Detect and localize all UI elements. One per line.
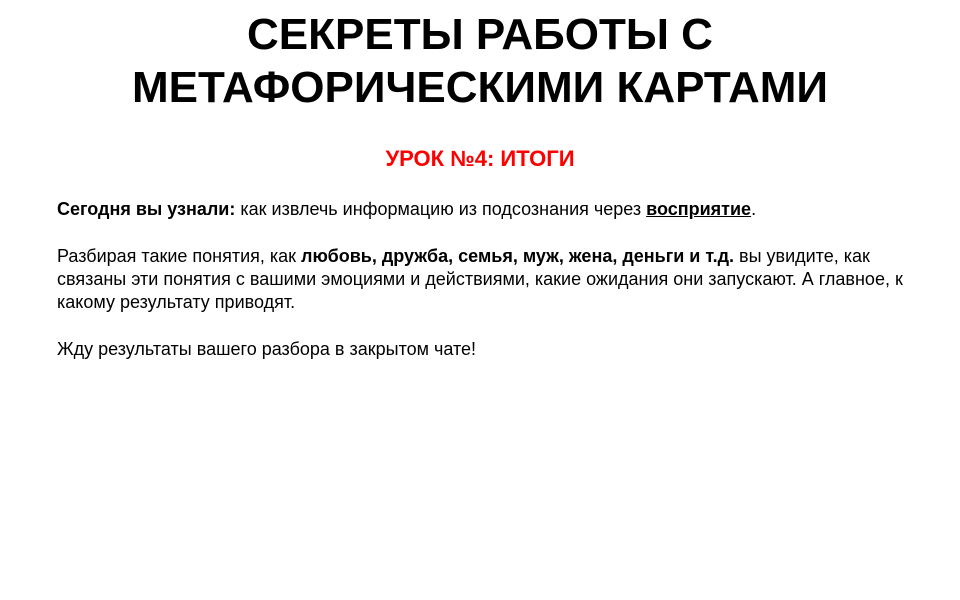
slide-body [57,198,912,361]
paragraph-concepts [57,245,912,314]
paragraph-learned [57,198,912,221]
paragraph-learned-text: как извлечь информацию из подсознания через [235,199,647,219]
paragraph-learned-emphasis: восприятие [646,199,752,219]
paragraph-concepts-bold: любовь, дружба, семья, муж, жена, деньги и т.д. [301,246,734,266]
slide-title [40,8,920,114]
paragraph-learned-lead: Сегодня вы узнали: [57,199,236,219]
paragraph-learned-end: . [751,199,757,219]
paragraph-concepts-rest: вы увидите, как связаны эти понятия с вашими эмоциями и действиями, какие ожидания они запускают. А главное, к какому результату приводят. [57,246,903,312]
paragraph-concepts-start: Разбирая такие понятия, как [57,246,302,266]
slide-title-line-2: МЕТАФОРИЧЕСКИМИ КАРТАМИ [131,63,829,112]
lesson-subtitle: УРОК №4: ИТОГИ [385,146,575,171]
paragraph-closing: Жду результаты вашего разбора в закрытом чате! [57,339,477,359]
slide-title-line-1: СЕКРЕТЫ РАБОТЫ С [247,10,713,59]
